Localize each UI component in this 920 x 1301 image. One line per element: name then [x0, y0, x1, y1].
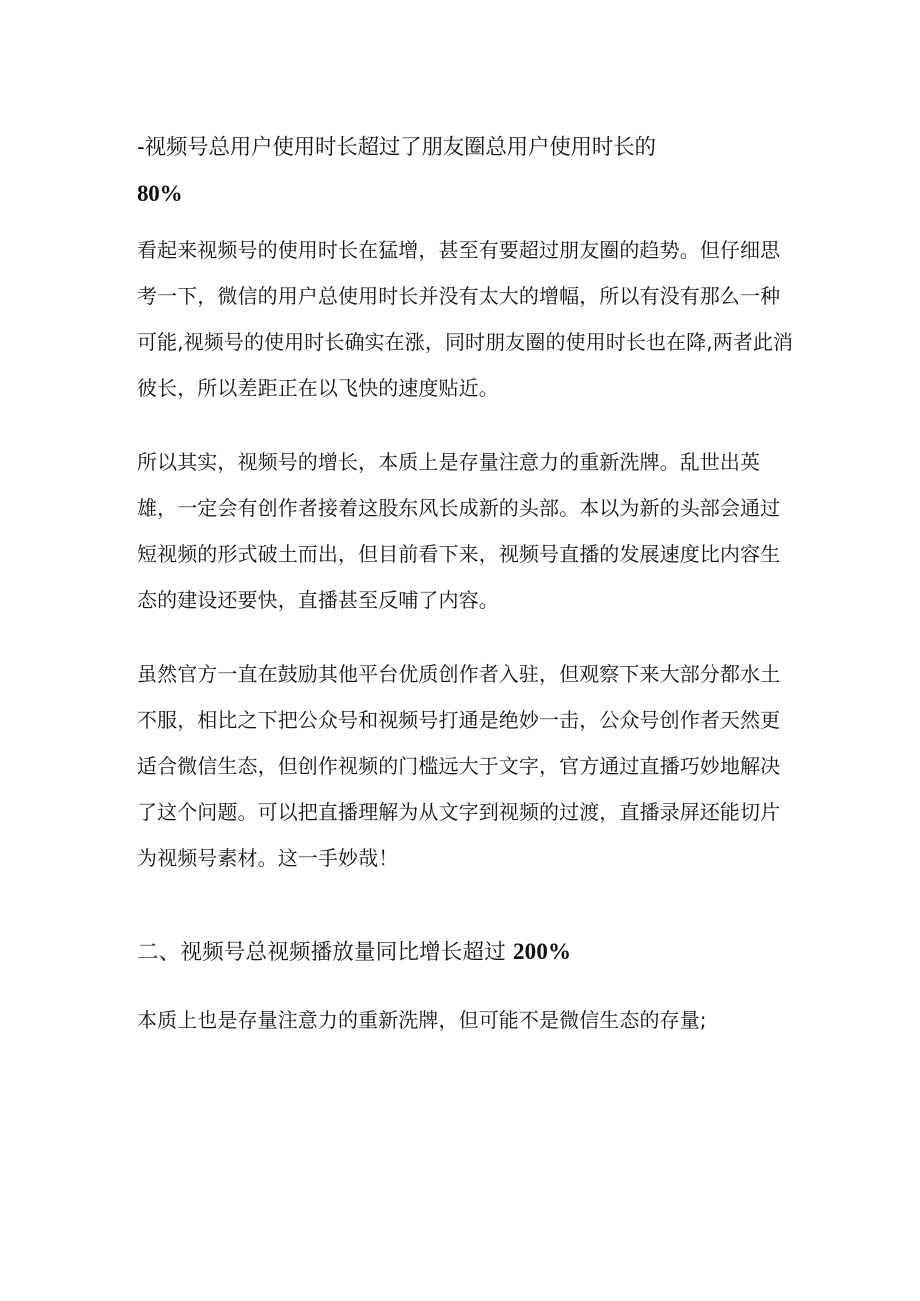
section-heading-value: 200% — [512, 939, 572, 964]
section-heading-text: -视频号总用户使用时长超过了朋友圈总用户使用时长的 — [137, 135, 656, 160]
section-heading-value: 80% — [137, 181, 183, 206]
paragraph-play-count-note: 本质上也是存量注意力的重新洗牌，但可能不是微信生态的存量; — [137, 1008, 707, 1032]
paragraph-attention-reshuffle: 所以其实，视频号的增长，本质上是存量注意力的重新洗牌。乱世出英雄，一定会有创作者接着这股东风长成新的头部。本以为新的头部会通过短视频的形式破土而出，但目前看下来，视频号直播的发展速度比内容生态的建设还要快，直播甚至反哺了内容。 — [137, 450, 781, 612]
paragraph-usage-analysis: 看起来视频号的使用时长在猛增，甚至有要超过朋友圈的趋势。但仔细思考一下，微信的用户总使用时长并没有太大的增幅，所以有没有那么一种可能,视频号的使用时长确实在涨，同时朋友圈的使用时长也在降,两者此消彼长，所以差距正在以飞快的速度贴近。 — [137, 238, 794, 400]
section-heading-usage-time — [137, 126, 797, 216]
paragraph-creator-migration: 虽然官方一直在鼓励其他平台优质创作者入驻，但观察下来大部分都水土不服，相比之下把公众号和视频号打通是绝妙一击，公众号创作者天然更适合微信生态，但创作视频的门槛远大于文字，官方通过直播巧妙地解决了这个问题。可以把直播理解为从文字到视频的过渡，直播录屏还能切片为视频号素材。这一手妙哉！ — [137, 662, 781, 870]
section-heading-text: 二、视频号总视频播放量同比增长超过 — [137, 940, 506, 965]
section-heading-play-count — [137, 932, 797, 973]
